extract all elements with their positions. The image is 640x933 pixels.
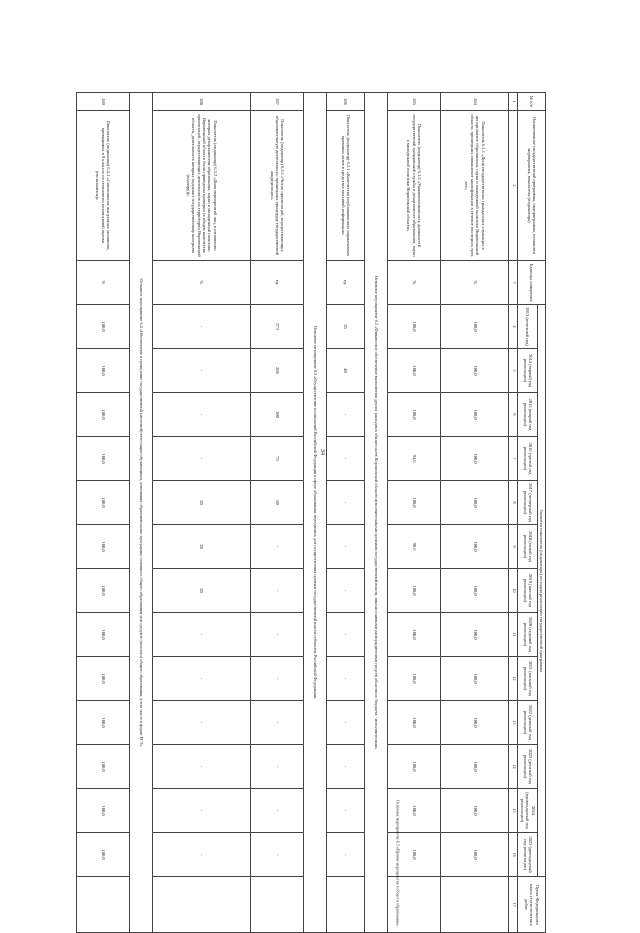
- value-cell: 100,0: [387, 613, 440, 657]
- header-year: 2014 (первый год реализации): [518, 349, 537, 393]
- value-cell: -: [152, 745, 250, 789]
- header-year: 2020 (седьмой год реализации): [518, 613, 537, 657]
- row-number: 187: [251, 93, 304, 111]
- section-title: Основное мероприятие 6.3 «Осуществление полномочий Российской Федерации в сфере образования, переданных для осуществления органам государственной власти субъектов Российской Федерации»: [304, 93, 327, 933]
- value-cell: 40: [327, 349, 365, 393]
- table-row: [152, 93, 250, 933]
- column-number: 6: [509, 393, 518, 437]
- value-cell: 20: [152, 481, 250, 525]
- header-year: 2015 (второй год реализации): [518, 393, 537, 437]
- value-cell: 100,0: [77, 701, 130, 745]
- value-cell: 100,0: [387, 657, 440, 701]
- row-number: 189: [77, 93, 130, 111]
- header-year: 2021 (восьмой год реализации): [518, 657, 537, 701]
- value-cell: 100,0: [77, 437, 130, 481]
- value-cell: -: [251, 525, 304, 569]
- page-number: 34: [319, 449, 325, 455]
- column-number: 11: [509, 613, 518, 657]
- dept-cell: [152, 877, 250, 933]
- value-cell: 100,0: [387, 305, 440, 349]
- header-years-group: Значения показателя (индикатора) по годам реализации государственной программы: [537, 305, 545, 877]
- value-cell: -: [327, 833, 365, 877]
- column-number: 13: [509, 701, 518, 745]
- bottom-note: Основное мероприятие 6.5 «Прочие мероприятия в области образования»: [395, 800, 401, 926]
- value-cell: -: [327, 701, 365, 745]
- dept-cell: [327, 877, 365, 933]
- table-row: [327, 93, 365, 933]
- header-year: 2025 (двенадцатый год реализации): [518, 833, 537, 877]
- value-cell: -: [251, 745, 304, 789]
- unit-cell: ед.: [327, 261, 365, 305]
- header-year: 2019 (шестой год реализации): [518, 569, 537, 613]
- value-cell: -: [152, 657, 250, 701]
- value-cell: 100,0: [77, 525, 130, 569]
- value-cell: 94,6: [387, 437, 440, 481]
- value-cell: 20: [152, 525, 250, 569]
- value-cell: 100,0: [441, 525, 509, 569]
- column-number: 14: [509, 745, 518, 789]
- value-cell: 100,0: [77, 393, 130, 437]
- value-cell: 180: [251, 393, 304, 437]
- value-cell: -: [152, 613, 250, 657]
- value-cell: 100,0: [77, 613, 130, 657]
- table-row: [251, 93, 304, 933]
- value-cell: 98,6: [387, 525, 440, 569]
- indicator-table-rotated: [76, 92, 546, 932]
- value-cell: 100,0: [77, 305, 130, 349]
- column-number: 10: [509, 569, 518, 613]
- dept-cell: [77, 877, 130, 933]
- value-cell: 100,0: [441, 349, 509, 393]
- value-cell: -: [327, 437, 365, 481]
- value-cell: 60: [251, 481, 304, 525]
- value-cell: 100,0: [441, 701, 509, 745]
- indicator-table: [76, 92, 546, 933]
- value-cell: 35: [327, 305, 365, 349]
- header-year: 2017 (четвертый год реализации): [518, 481, 537, 525]
- header-name: Наименование государственной программы, подпрограммы, основного мероприятия, показателя (индикатора): [518, 111, 546, 261]
- column-number: 17: [509, 877, 518, 933]
- column-number: 5: [509, 349, 518, 393]
- indicator-name: Показатель (индикатор) 6.3.1 «Число организаций, осуществляющих образовательную деятельность, прошедших процедуру государственной аккредитации»: [251, 111, 304, 261]
- value-cell: 75: [251, 437, 304, 481]
- column-numbers-row: [509, 93, 518, 933]
- indicator-name: Показатель (индикатор) 6.4.1 «Соотношение выпускных экзаменов, проводимых в 9 классах по технологии независимой оценки (госэкзамены)»: [77, 111, 130, 261]
- table-row: [77, 93, 130, 933]
- row-number: 185: [387, 93, 440, 111]
- section-title: Основное мероприятие 6.4 «Обеспечение и проведение государственной (итоговой) аттестации обучающихся, освоивших образовательные программы основного общего образования или среднего (полного) общего образования, в том числе в форме ЕГЭ»: [130, 93, 153, 933]
- value-cell: -: [327, 525, 365, 569]
- value-cell: -: [152, 349, 250, 393]
- header-year: 2022 (девятый год реализации): [518, 701, 537, 745]
- value-cell: -: [327, 569, 365, 613]
- value-cell: 100,0: [441, 305, 509, 349]
- value-cell: 273: [251, 305, 304, 349]
- section-row: [130, 93, 153, 933]
- unit-cell: %: [387, 261, 440, 305]
- unit-cell: %: [152, 261, 250, 305]
- value-cell: 100,0: [441, 437, 509, 481]
- row-number: 188: [152, 93, 250, 111]
- value-cell: 100,0: [441, 745, 509, 789]
- header-year: 2024 (одиннадцатый год реализации): [518, 789, 537, 833]
- value-cell: 100,0: [77, 745, 130, 789]
- section-row: [365, 93, 388, 933]
- value-cell: -: [327, 789, 365, 833]
- value-cell: 100,0: [441, 657, 509, 701]
- value-cell: -: [327, 481, 365, 525]
- value-cell: -: [251, 657, 304, 701]
- header-year: 2018 (пятый год реализации): [518, 525, 537, 569]
- value-cell: 100,0: [387, 833, 440, 877]
- value-cell: 100,0: [77, 569, 130, 613]
- value-cell: 206: [251, 349, 304, 393]
- column-number: 7: [509, 437, 518, 481]
- indicator-table-body: [77, 93, 509, 933]
- value-cell: 100,0: [441, 481, 509, 525]
- header-num: № п/п: [518, 93, 546, 111]
- value-cell: 100,0: [441, 393, 509, 437]
- column-number: 9: [509, 525, 518, 569]
- header-year: 2016 (третий год реализации): [518, 437, 537, 481]
- column-number: 15: [509, 789, 518, 833]
- value-cell: -: [251, 701, 304, 745]
- unit-cell: %: [77, 261, 130, 305]
- section-row: [304, 93, 327, 933]
- row-number: 186: [327, 93, 365, 111]
- indicator-name: Показатель (индикатор) 6.2.1 «Количество опубликованных нормативных правовых актов в средствах массовой информации»: [327, 111, 365, 261]
- value-cell: 100,0: [441, 833, 509, 877]
- section-title: Основное мероприятие 6.2 «Финансовое обеспечение выполнения других расходных обязательств Воронежской области исполнительными органами государственной власти, иными главными распорядителями средств областного бюджета - исполнителями»: [365, 93, 388, 933]
- column-number: 8: [509, 481, 518, 525]
- value-cell: -: [251, 569, 304, 613]
- header-year: 2023 (десятый год реализации): [518, 745, 537, 789]
- value-cell: -: [327, 657, 365, 701]
- value-cell: 100,0: [387, 349, 440, 393]
- value-cell: -: [327, 745, 365, 789]
- dept-cell: [251, 877, 304, 933]
- table-row: [441, 93, 509, 933]
- value-cell: -: [152, 833, 250, 877]
- value-cell: -: [327, 613, 365, 657]
- unit-cell: ед.: [251, 261, 304, 305]
- column-number: 12: [509, 657, 518, 701]
- value-cell: -: [251, 613, 304, 657]
- value-cell: 100,0: [77, 481, 130, 525]
- value-cell: 100,0: [387, 569, 440, 613]
- value-cell: -: [327, 393, 365, 437]
- value-cell: -: [251, 789, 304, 833]
- value-cell: -: [152, 701, 250, 745]
- value-cell: 100,0: [77, 349, 130, 393]
- value-cell: 100,0: [387, 701, 440, 745]
- column-number: 2: [509, 111, 518, 261]
- value-cell: 100,0: [77, 657, 130, 701]
- dept-cell: [441, 877, 509, 933]
- value-cell: 100,0: [77, 789, 130, 833]
- value-cell: 100,0: [387, 481, 440, 525]
- unit-cell: %: [441, 261, 509, 305]
- value-cell: 100,0: [387, 393, 440, 437]
- value-cell: 100,0: [441, 789, 509, 833]
- value-cell: 100,0: [77, 833, 130, 877]
- header-dept: Пункт Федерального плана статистических работ: [518, 877, 546, 933]
- value-cell: 100,0: [441, 569, 509, 613]
- indicator-name: Показатель (индикатор) 6.3.2 «Доля мероприятий лиц, в отношении которых департаментом образования, науки и молодежной политики Воронежской области были проведены проверки (в общем количестве организаций, осуществляющих деятельность на территории Воронежской области, деятельность которых подлежит государственному контролю (надзору))»: [152, 111, 250, 261]
- value-cell: 100,0: [387, 745, 440, 789]
- header-year: 2013 (отчетный год): [518, 305, 537, 349]
- value-cell: 100,0: [441, 613, 509, 657]
- indicator-name: Показатель (индикатор) 6.1.2 «Укомплектованность должностей государственной гражданской службы в департаменте образования, науки и молодежной политики Воронежской области»: [387, 111, 440, 261]
- value-cell: -: [152, 437, 250, 481]
- value-cell: 20: [152, 569, 250, 613]
- column-number: 16: [509, 833, 518, 877]
- value-cell: -: [152, 393, 250, 437]
- column-number: 4: [509, 305, 518, 349]
- column-number: 3: [509, 261, 518, 305]
- row-number: 184: [441, 93, 509, 111]
- header-unit: Единица измерения: [518, 261, 546, 305]
- value-cell: -: [152, 305, 250, 349]
- column-number: 1: [509, 93, 518, 111]
- indicator-name: Показатель 6.1.1 «Доля государственных гражданских служащих в департаменте образования, науки и молодежной политики Воронежской области, прошедших повышение квалификации в течение последних трех лет»: [441, 111, 509, 261]
- value-cell: 100,0: [387, 789, 440, 833]
- value-cell: -: [152, 789, 250, 833]
- value-cell: -: [251, 833, 304, 877]
